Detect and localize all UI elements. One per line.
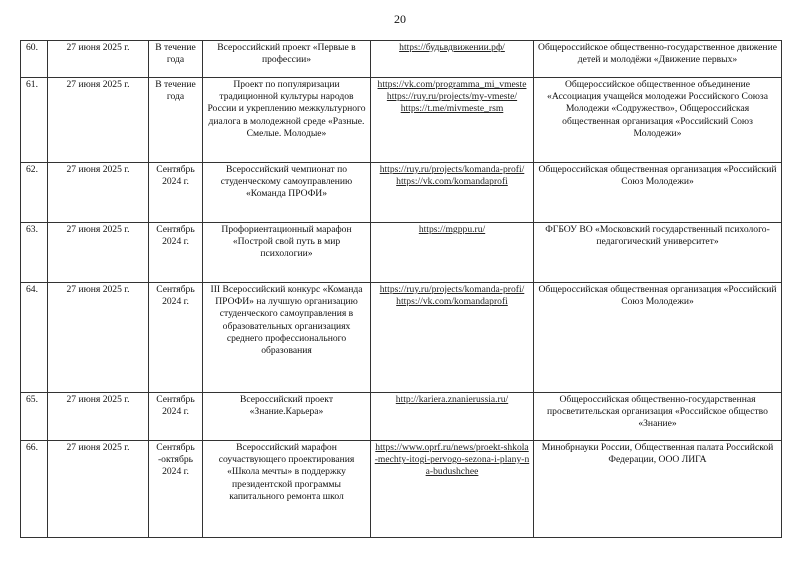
date-cell: 27 июня 2025 г. (48, 78, 149, 163)
links-cell (371, 441, 534, 538)
period-cell: Сентябрь 2024 г. (149, 283, 203, 393)
period-cell: В течение года (149, 78, 203, 163)
project-link[interactable]: https://ruy.ru/projects/komanda-profi/ (379, 284, 525, 295)
row-number: 62. (21, 163, 48, 223)
row-number: 63. (21, 223, 48, 283)
date-cell: 27 июня 2025 г. (48, 41, 149, 78)
project-link[interactable]: https://www.oprf.ru/news/proekt-shkola-mechty-itogi-pervogo-sezona-i-plany-na-budushchee (374, 442, 530, 478)
date-cell: 27 июня 2025 г. (48, 393, 149, 441)
project-link[interactable]: https://vk.com/komandaprofi (396, 296, 508, 308)
links-cell (371, 393, 534, 441)
project-cell: Всероссийский проект «Первые в профессии» (203, 41, 371, 78)
project-cell: Всероссийский чемпионат по студенческому самоуправлению «Команда ПРОФИ» (203, 163, 371, 223)
table-row (21, 41, 782, 78)
project-link[interactable]: https://ruy.ru/projects/komanda-profi/ (379, 164, 525, 175)
period-cell: Сентябрь 2024 г. (149, 223, 203, 283)
project-link[interactable]: http://kariera.znanierussia.ru/ (395, 394, 509, 405)
table-row (21, 223, 782, 283)
row-number: 66. (21, 441, 48, 538)
links-cell (371, 163, 534, 223)
links-cell (371, 41, 534, 78)
period-cell: Сентябрь 2024 г. (149, 393, 203, 441)
table-row (21, 441, 782, 538)
date-cell: 27 июня 2025 г. (48, 223, 149, 283)
organizer-cell: Общероссийская общественная организация «Российский Союз Молодежи» (534, 163, 782, 223)
project-cell: Профориентационный марафон «Построй свой путь в мир психологии» (203, 223, 371, 283)
page-number: 20 (394, 12, 406, 26)
row-number: 61. (21, 78, 48, 163)
project-cell: III Всероссийский конкурс «Команда ПРОФИ» на лучшую организацию студенческого самоуправления в образовательных организациях среднего профессионального образования (203, 283, 371, 393)
organizer-cell: Минобрнауки России, Общественная палата Российской Федерации, ООО ЛИГА (534, 441, 782, 538)
organizer-cell: Общероссийская общественная организация «Российский Союз Молодежи» (534, 283, 782, 393)
date-cell: 27 июня 2025 г. (48, 283, 149, 393)
project-link[interactable]: https://mgppu.ru/ (418, 224, 486, 235)
project-cell: Всероссийский проект «Знание.Карьера» (203, 393, 371, 441)
project-cell: Всероссийский марафон соучаствующего проектирования «Школа мечты» в поддержку президентской программы капитального ремонта школ (203, 441, 371, 538)
links-cell (371, 283, 534, 393)
table-row (21, 163, 782, 223)
period-cell: Сентябрь -октябрь 2024 г. (149, 441, 203, 538)
project-link[interactable]: https://vk.com/komandaprofi (396, 176, 508, 188)
period-cell: Сентябрь 2024 г. (149, 163, 203, 223)
project-link[interactable]: https://ruy.ru/projects/my-vmeste/ (386, 91, 518, 103)
date-cell: 27 июня 2025 г. (48, 441, 149, 538)
date-cell: 27 июня 2025 г. (48, 163, 149, 223)
table-row (21, 283, 782, 393)
row-number: 60. (21, 41, 48, 78)
organizer-cell: Общероссийская общественно-государственная просветительская организация «Российское общество «Знание» (534, 393, 782, 441)
table-row (21, 78, 782, 163)
organizer-cell: Общероссийское общественное объединение «Ассоциация учащейся молодежи Российского Союза Молодежи «Содружество», Общероссийская общественная организация «Российский Союз Молодежи» (534, 78, 782, 163)
row-number: 64. (21, 283, 48, 393)
links-cell (371, 78, 534, 163)
organizer-cell: ФГБОУ ВО «Московский государственный психолого-педагогический университет» (534, 223, 782, 283)
row-number: 65. (21, 393, 48, 441)
project-link[interactable]: https://vk.com/programma_mi_vmeste (377, 79, 527, 90)
links-cell (371, 223, 534, 283)
project-link[interactable]: https://t.me/mivmeste_rsm (400, 103, 504, 115)
period-cell: В течение года (149, 41, 203, 78)
organizer-cell: Общероссийское общественно-государственное движение детей и молодёжи «Движение первых» (534, 41, 782, 78)
project-link[interactable]: https://будьвдвижении.рф/ (399, 42, 505, 53)
events-table (20, 40, 782, 538)
table-row (21, 393, 782, 441)
project-cell: Проект по популяризации традиционной культуры народов России и укреплению межкультурного диалога в молодежной среде «Разные. Смелые. Молодые» (203, 78, 371, 163)
